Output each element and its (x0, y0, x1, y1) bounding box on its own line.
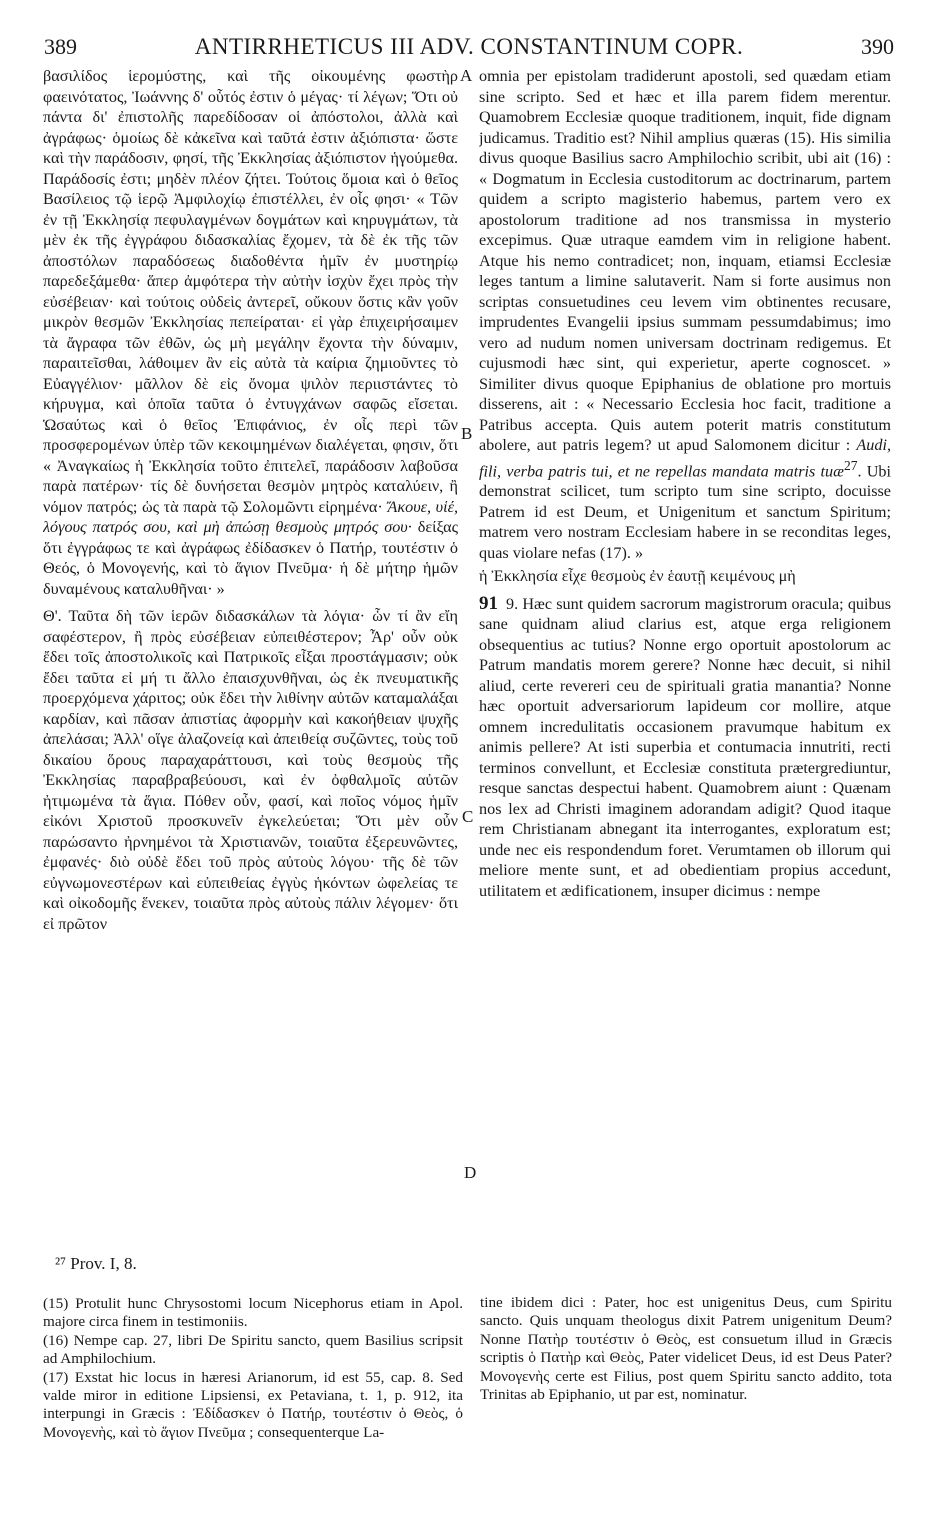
note-16: (16) Nempe cap. 27, libri De Spiritu sancto, quem Basilius scripsit ad Amphilochium. (43, 1331, 463, 1368)
footnote-ref-27: 27 (843, 457, 858, 473)
latin-paragraph-1 (479, 66, 891, 563)
latin-section-text: 9. Hæc sunt quidem sacrorum magistrorum oracula; quibus sane quidnam aliud clarius est, atque erga religionem obsequentius ac tutius? Nonne ergo oportuit apostolorum ac Patrum mandatis morem gerere? Nonne hæc decuit, si nihil aliud, certe revereri ceu de spirituali gratia manantia? Nonne hæc oportuit adversariorum lapideum cor mollire, atque omnem incredulitatis occasionem pravumque habitum ex animis pellere? At isti superbia et contumacia innutriti, recti terminos convellunt, et Ecclesiæ constituta prætergrediuntur, resque sanctas despectui habent. Quamobrem aiunt : Quænam nos lex ad Christi imaginem adorandam adigit? Quod itaque rem Christianam abnegant ita interrogantes, exploratum est; unde nec eis respondendum foret. Verumtamen ob illorum qui meliore mente sunt, et ad obedientiam propius accedunt, utilitatem et ædificationem, insuper dicimus : nempe (479, 594, 891, 900)
note-17-continued: tine ibidem dici : Pater, hoc est unigenitus Deus, cum Spiritu sancto. Quis unquam theologus dixit Patrem unigenitum Deum? Nonne Πατὴρ τουτέστιν ὁ Θεὸς, est consuetum illud in Græcis scriptis ὁ Πατὴρ καὶ Θεὸς, Pater videlicet Deus, id est Deus Pater? Μονογενὴς certe est Filius, post quem Spiritu sancto addito, tota Trinitas ab Epiphanio, ut par est, nominatur. (480, 1294, 892, 1404)
note-17: (17) Exstat hic locus in hæresi Arianorum, id est 55, cap. 8. Sed valde miror in editione Lipsiensi, ex Petaviana, t. 1, p. 912, ita interpungi in Græcis : Ἐδίδασκεν ὁ Πατήρ, τουτέστιν ὁ Θεὸς, ὁ Μονογενὴς, καὶ τὸ ἅγιον Πνεῦμα ; consequenterque La- (43, 1368, 463, 1441)
greek-quotation: Ἄκουε, υἱέ, λόγους πατρός σου, καὶ μὴ ἀπώσῃ θεσμοὺς μητρός σου· (43, 497, 458, 536)
page-number-right: 390 (861, 34, 894, 59)
latin-paragraph-2 (479, 594, 891, 902)
margin-marker-c: C (462, 807, 474, 826)
notes-right (480, 1294, 892, 1404)
running-header (44, 34, 894, 66)
greek-paragraph-2: Θ'. Ταῦτα δὴ τῶν ἱερῶν διδασκάλων τὰ λόγια· ὧν τί ἂν εἴη σαφέστερον, ἢ πρὸς εὐσέβειαν εὐπειθέστερον; Ἆρ' οὖν οὐκ ἔδει τοῖς ἀποστολικοῖς καὶ Πατρικοῖς εἶξαι προστάγμασιν; οὐκ ἔδει ταῦτα εἰ μή τι ἄλλο ἐπαισχυνθῆναι, ὡς ἐκ πνευματικῆς προερχόμενα χάριτος; οὐκ ἔδει τὴν λιθίνην αὐτῶν καταμαλάξαι καρδίαν, καὶ πᾶσαν ἀπιστίας ἀφορμὴν καὶ κακοήθειαν ψυχῆς ἀπελάσαι; Ἀλλ' οἵγε ἀλαζονείᾳ καὶ ἀπειθείᾳ συζῶντες, τοὺς τοῦ δικαίου ὅρους παραχαράττουσι, καὶ τοὺς θεσμοὺς τῆς Ἐκκλησίας παραβραβεύουσι, καὶ ἐν ὀφθαλμοῖς αὐτῶν ἠτιμωμένα τὰ ἅγια. Πόθεν οὖν, φασί, καὶ ποῖος νόμος ἡμῖν εἰκόνι Χριστοῦ προσκυνεῖν ἐγκελεύεται; Ὅτι μὲν οὖν παρώσαντο ἠρνημένοι τὰ Χριστιανῶν, τοιαῦτα ἐξερευνῶντες, ἐμφανές· διὸ οὐδὲ ἔδει τοῦ πρὸς αὐτοὺς λόγου· τῆς δὲ τῶν εὐγνωμονεστέρων καὶ εὐπειθείας ἐγγὺς ἡκόντων ὠφελείας τε καὶ οἰκοδομῆς ἕνεκεν, τοιαῦτα πρὸς αὐτοὺς πάλιν λέγομεν· ὅτι εἰ πρῶτον (43, 607, 458, 933)
notes-left (43, 1295, 463, 1442)
latin-text: omnia per epistolam tradiderunt apostoli, sed quædam etiam sine scripto. Sed et hæc et illa parem fidem merentur. Quamobrem Ecclesiæ quoque traditionem, inquit, fide dignam judicamus. Traditio est? Nihil amplius quæras (15). His similia divus quoque Basilius sacro Amphilochio scribit, ubi ait (16) : « Dogmatum in Ecclesia custoditorum ac doctrinarum, partem quidem a scripto magisterio habemus, partem vero ex apostolorum traditione ad nos transmissa in mysterio excepimus. Quæ utraque eamdem vim in religione habent. Atque his nemo contradicet; non, inquam, etiamsi Ecclesiæ leges tantum a limine salutaverit. Nam si forte ausimus non scriptas consuetudines ceu levem vim obtinentes recusare, imprudentes Evangelii ipsius summam pessumdabimus; imo vero ad nudum nomen universam doctrinam redigemus. Et cujusmodi hæc sint, qui experietur, aperte cognoscet. » Similiter divus quoque Epiphanius de oblatione pro mortuis disserens, ait : « Necessario Ecclesia hoc facit, traditione a Patribus accepta. Quis autem poterit matris constitutum abolere, aut patris legem? ut apud Salomonem dicitur : (479, 67, 891, 454)
footnote-prov: ²⁷ Prov. I, 8. (55, 1254, 137, 1273)
note-15: (15) Protulit hunc Chrysostomi locum Nicephorus etiam in Apol. majore circa finem in testimoniis. (43, 1295, 463, 1331)
latin-text-end: . Ubi demonstrat scilicet, tum scripto tum sine scripto, docuisse Patrem id est Deum, et Unigenitum et sanctum Spiritum; matrem vero nostram Ecclesiam habere in se reconditas leges, quas violare nefas (17). » (479, 461, 891, 562)
running-title: ANTIRRHETICUS III ADV. CONSTANTINUM COPR. (194, 34, 744, 59)
margin-marker-a: A (460, 66, 473, 85)
page-number-left: 389 (44, 34, 77, 59)
latin-column (479, 66, 891, 901)
greek-continuation-line: ἡ Ἐκκλησία εἶχε θεσμοὺς ἐν ἑαυτῇ κειμένους μὴ (479, 567, 796, 586)
greek-text-end: δείξας ὅτι ἐγγράφως τε καὶ ἀγράφως ἐδίδασκεν ὁ Πατήρ, τουτέστιν ὁ Θεός, ὁ Μονογενής, καὶ τὸ ἅγιον Πνεῦμα· ἡ δὲ μήτηρ ἡμῶν δυναμένους καταλυθῆναι· » (43, 518, 458, 598)
greek-column (43, 66, 458, 934)
greek-paragraph-1 (43, 66, 458, 599)
margin-marker-b: B (461, 424, 473, 443)
latin-quotation: Audi, fili, verba patris tui, et ne repellas mandata matris tuæ (479, 436, 891, 480)
greek-text: βασιλίδος ἱερομύστης, καὶ τῆς οἰκουμένης φωστὴρ φαεινότατος, Ἰωάννης δ' οὗτός ἐστιν ὁ μέγας· τί λέγων; Ὅτι οὐ πάντα δι' ἐπιστολῆς παρεδίδοσαν οἱ ἀπόστολοι, ἀλλὰ καὶ ἀγράφως· ὁμοίως δὲ κἀκεῖνα καὶ ταῦτά ἐστιν ἀξιόπιστα· ὥστε καὶ τὴν παράδοσιν, φησί, τῆς Ἐκκλησίας ἀξιόπιστον ἡγούμεθα. Παράδοσίς ἐστι; μηδὲν πλέον ζήτει. Τούτοις ὅμοια καὶ ὁ θεῖος Βασίλειος τῷ ἱερῷ Ἀμφιλοχίῳ ἐπιστέλλει, ἐν οἷς φησι· « Τῶν ἐν τῇ Ἐκκλησίᾳ πεφυλαγμένων δογμάτων καὶ κηρυγμάτων, τὰ μὲν ἐκ τῆς ἐγγράφου διδασκαλίας ἔχομεν, τὰ δὲ ἐκ τῆς τῶν ἀποστόλων παραδόσεως διαδοθέντα ἡμῖν ἐν μυστηρίῳ παρεδεξάμεθα· ἅπερ ἀμφότερα τὴν αὐτὴν ἰσχὺν ἔχει πρὸς τὴν εὐσέβειαν· καὶ τούτοις οὐδεὶς ἀντερεῖ, οὔκουν ὅστις κἂν γοῦν μικρὸν θεσμῶν Ἐκκλησίας πεπείραται· εἰ γὰρ ἐπιχειρήσαιμεν τὰ ἄγραφα τῶν ἐθῶν, ὡς μὴ μεγάλην ἔχοντα τὴν δύναμιν, παραιτεῖσθαι, λάθοιμεν ἂν εἰς αὐτὰ τὰ καίρια ζημιοῦντες τὸ Εὐαγγέλιον· μᾶλλον δὲ εἰς ὄνομα ψιλὸν περιιστάντες τὸ κήρυγμα, καὶ ὁποῖα ταῦτα ὁ ἐντυγχάνων σαφῶς εἴσεται. Ὡσαύτως καὶ ὁ θεῖος Ἐπιφάνιος, ἐν οἷς περὶ τῶν προσφερομένων ὑπὲρ τῶν κεκοιμημένων διαλέγεται, φησιν, ὅτι « Ἀναγκαίως ἡ Ἐκκλησία τοῦτο ἐπιτελεῖ, παράδοσιν λαβοῦσα παρὰ πατέρων· τίς δὲ δυνήσεται θεσμὸν μητρὸς καταλύειν, ἢ νόμον πατρός; ὡς τὰ παρὰ τῷ Σολομῶντι εἰρημένα· (43, 67, 458, 516)
section-number: 91 (479, 592, 498, 614)
margin-marker-d: D (464, 1163, 477, 1182)
